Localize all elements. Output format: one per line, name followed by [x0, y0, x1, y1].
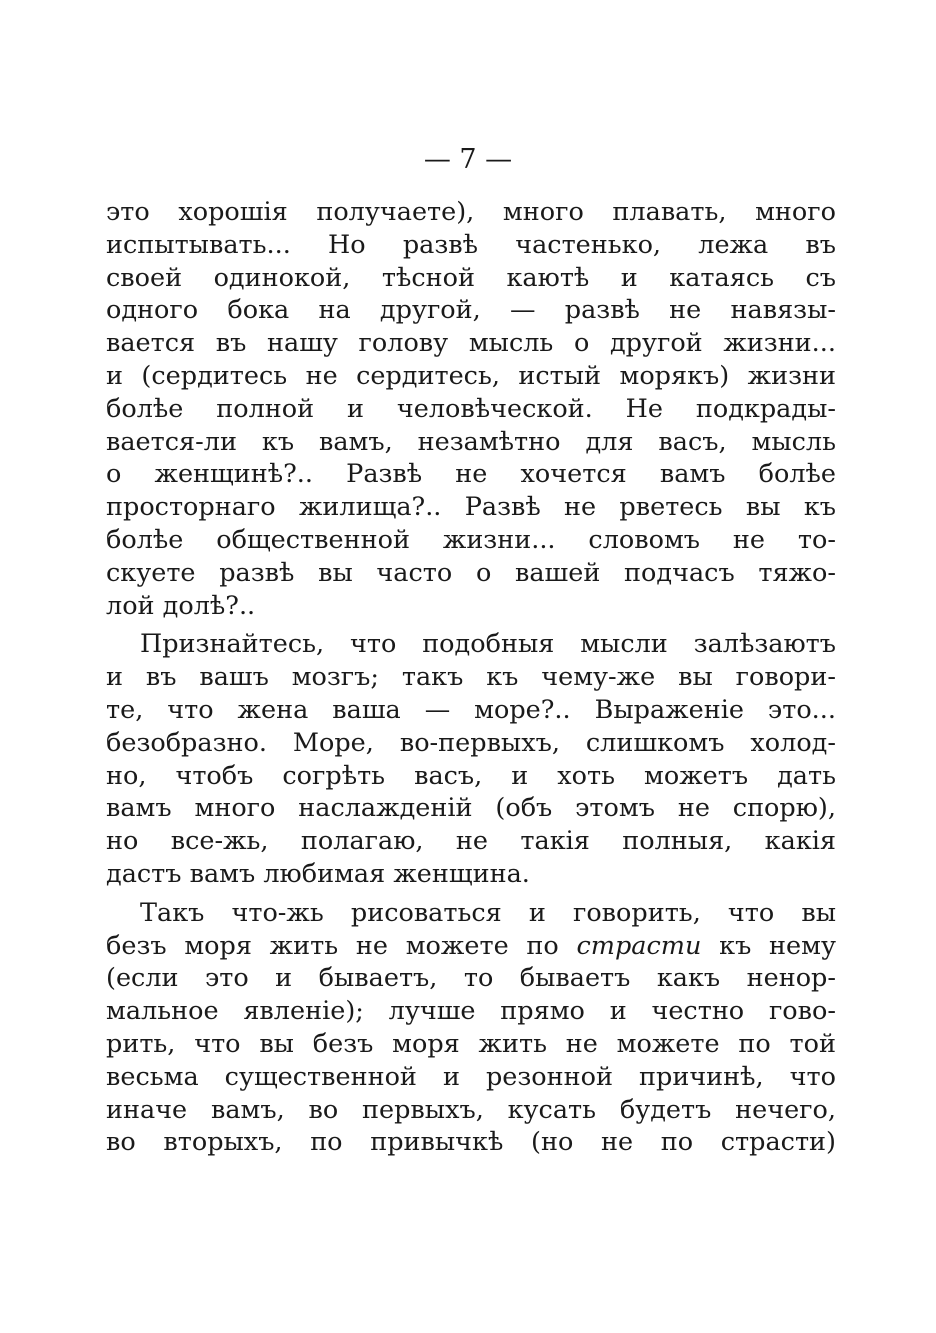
text-line: те, что жена ваша — море?.. Выраженіе это...	[106, 694, 836, 725]
text-line: вается въ нашу голову мысль о другой жизни...	[106, 328, 836, 359]
text-line: скуете развѣ вы часто о вашей подчасъ тяжо-	[106, 557, 836, 588]
text-line: болѣе общественной жизни... словомъ не то-	[106, 524, 836, 555]
text-line: дастъ вамъ любимая женщина.	[106, 858, 530, 889]
text-line: вамъ много наслажденій (объ этомъ не спорю),	[106, 793, 836, 824]
text-run: къ нему	[701, 930, 836, 961]
text-line: иначе вамъ, во первыхъ, кусать будетъ нечего,	[106, 1094, 836, 1125]
text-line: весьма существенной и резонной причинѣ, что	[106, 1061, 836, 1092]
body-text	[106, 196, 836, 1159]
text-line: (если это и бываетъ, то бываетъ какъ ненор-	[106, 963, 836, 994]
text-line: просторнаго жилища?.. Развѣ не рветесь вы къ	[106, 492, 836, 523]
text-line: вается-ли къ вамъ, незамѣтно для васъ, мысль	[106, 426, 836, 457]
text-line: одного бока на другой, — развѣ не навязы-	[106, 295, 836, 326]
text-line-with-emphasis	[106, 930, 836, 963]
text-line: и (сердитесь не сердитесь, истый морякъ) жизни	[106, 360, 836, 391]
text-line: своей одинокой, тѣсной каютѣ и катаясь съ	[106, 262, 836, 293]
text-line: и въ вашъ мозгъ; такъ къ чему-же вы говори-	[106, 662, 836, 693]
text-run: безъ моря жить не можете по	[106, 930, 577, 961]
text-line: рить, что вы безъ моря жить не можете по той	[106, 1028, 836, 1059]
text-line: Такъ что-жь рисоваться и говорить, что вы	[140, 897, 836, 928]
text-line: болѣе полной и человѣческой. Не подкрады-	[106, 393, 836, 424]
text-line: о женщинѣ?.. Развѣ не хочется вамъ болѣе	[106, 459, 836, 490]
text-line: во вторыхъ, по привычкѣ (но не по страсти)	[106, 1127, 836, 1158]
paragraph-1	[106, 196, 836, 622]
text-line: испытывать... Но развѣ частенько, лежа въ	[106, 229, 836, 260]
paragraph-2	[106, 628, 836, 890]
text-line: мальное явленіе); лучше прямо и честно гово-	[106, 996, 836, 1027]
paragraph-3	[106, 897, 836, 1159]
page-number: — 7 —	[423, 144, 513, 175]
text-line: Признайтесь, что подобныя мысли залѣзаютъ	[140, 629, 836, 660]
text-line: но, чтобъ согрѣть васъ, и хоть можетъ дать	[106, 760, 836, 791]
text-line: лой долѣ?..	[106, 590, 256, 621]
text-line: безобразно. Море, во-первыхъ, слишкомъ холод-	[106, 727, 836, 758]
emphasized-word: страсти	[576, 930, 702, 961]
text-line: это хорошія получаете), много плавать, много	[106, 197, 836, 227]
text-line: но все-жь, полагаю, не такія полныя, какія	[106, 826, 836, 857]
